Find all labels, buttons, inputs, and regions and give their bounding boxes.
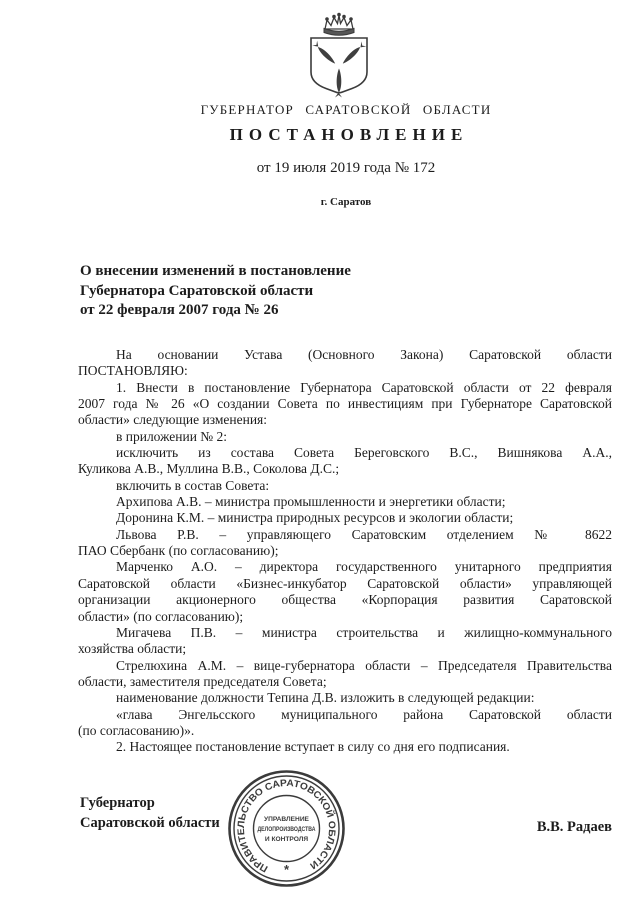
signatory-position-line: Губернатор [80,795,155,811]
body-line: области» следующие изменения: [78,412,268,428]
official-round-stamp [226,768,347,889]
body-line: 2. Настоящее постановление вступает в силу со дня его подписания. [116,739,510,755]
body-line: Марченко А.О. – директора государственного унитарного предприятия [116,559,612,575]
document-title [80,262,612,321]
body-line: в приложении № 2: [116,428,228,444]
stamp-star: * [283,862,290,877]
crown-icon [324,13,354,35]
stamp-center-line: УПРАВЛЕНИЕ [264,816,309,823]
document-type-heading: ПОСТАНОВЛЕНИЕ [229,125,469,144]
body-line: наименование должности Тепина Д.В. изложить в следующей редакции: [116,690,535,706]
body-line: Львова Р.В. – управляющего Саратовским отделением № 8622 [116,526,612,542]
body-line: области» (по согласованию); [78,608,244,624]
body-line: Стрелюхина А.М. – вице-губернатора области – Председателя Правительства [116,657,612,673]
coat-of-arms-icon [304,12,374,98]
stamp-ring-text: ПРАВИТЕЛЬСТВО САРАТОВСКОЙ ОБЛАСТИ [235,777,338,875]
issuing-authority: ГУБЕРНАТОР САРАТОВСКОЙ ОБЛАСТИ [200,102,492,117]
title-line: О внесении изменений в постановление [80,263,351,279]
signatory-name: В.В. Радаев [536,819,612,835]
city-label: г. Саратов [320,196,372,208]
body-line: Архипова А.В. – министра промышленности и энергетики области; [116,494,506,510]
title-line: Губернатора Саратовской области [80,282,314,299]
signatory-position-line: Саратовской области [80,814,220,831]
document-body [78,347,612,756]
body-line: (по согласованию)». [78,722,195,738]
body-line: Доронина К.М. – министра природных ресурсов и экологии области; [116,510,514,526]
body-line: Мигачева П.В. – министра строительства и жилищно-коммунального [116,624,612,640]
stamp-center-line: И КОНТРОЛЯ [264,836,309,843]
title-line: от 22 февраля 2007 года № 26 [80,302,279,319]
body-line: хозяйства области; [78,641,187,657]
body-line: исключить из состава Совета Береговского В.С., Вишнякова А.А., [116,445,612,461]
stamp-center-line: ДЕЛОПРОИЗВОДСТВА [257,826,316,833]
body-line: организации акционерного общества «Корпорация развития Саратовской [78,592,612,608]
body-line: Куликова А.В., Муллина В.В., Соколова Д.С.; [78,461,340,477]
date-and-number: от 19 июля 2019 года № 172 [256,160,436,176]
body-line: «глава Энгельсского муниципального района Саратовской области [116,706,612,722]
body-line: включить в состав Совета: [116,477,270,493]
body-line: 2007 года № 26 «О создании Совета по инвестициям при Губернаторе Саратовской [78,396,612,412]
body-line: области, заместителя председателя Совета; [78,673,327,689]
body-line: Саратовской области «Бизнес-инкубатор Саратовской области» управляющей [78,575,612,591]
body-line: ПОСТАНОВЛЯЮ: [78,363,188,379]
body-line: На основании Устава (Основного Закона) Саратовской области [116,347,612,362]
body-line: ПАО Сбербанк (по согласованию); [78,543,279,559]
body-line: 1. Внести в постановление Губернатора Саратовской области от 22 февраля [116,379,612,395]
